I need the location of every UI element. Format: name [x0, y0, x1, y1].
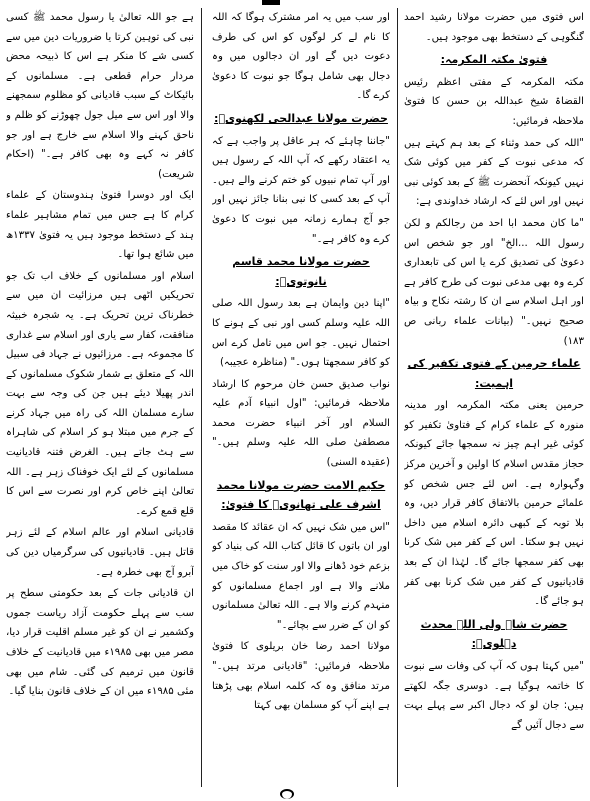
paragraph: اس فتوی میں حضرت مولانا رشید احمد گنگوہی کے دستخط بھی موجود ہیں۔	[404, 12, 584, 43]
column-middle	[212, 8, 390, 787]
column-right	[404, 8, 584, 787]
section-heading: علماء حرمین کے فتوی تکفیر کی اہمیت:	[407, 357, 581, 390]
paragraph: قادیانی اسلام اور عالم اسلام کے لئے زہر قاتل ہیں۔ قادیانیوں کی سرگرمیاں دین کی آبرو آج بھی خطرہ ہے۔	[6, 527, 194, 578]
paragraph: "ما کان محمد ابا احد من رجالکم و لکن رسول اللہ ...الخ" اور جو شخص اس دعویٰ کی تصدیق کرے یا اس کی تابعداری کرے وہ بھی مدعی نبوت کی طرح کافر ہے اور اہل اسلام سے ان کا رشتہ نکاح و بیاہ صحیح نہیں۔" (بیانات علماء ربانی ص ۱۸۳)	[404, 217, 584, 347]
paragraph: اور سب میں یہ امر مشترک ہوگا کہ اللہ کا نام لے کر لوگوں کو اس کی طرف دعوت دیں گے اور ان دجالوں میں وہ دجال بھی شامل ہوگا جو نبوت کا دعویٰ کرے گا۔	[212, 12, 390, 102]
paragraph: ایک اور دوسرا فتویٰ ہندوستان کے علماء کرام کا ہے جس میں تمام مشاہیر علماء ہند کے دستخط موجود ہیں یہ فتویٰ ۱۳۳۷ھ میں شائع ہوا تھا۔	[6, 190, 194, 261]
paragraph: مکتہ المکرمہ کے مفتی اعظم رئیس القضاۃ شیخ عبداللہ بن حسن کا فتویٰ ملاحظہ فرمائیں:	[404, 76, 584, 127]
paragraph: نواب صدیق حسن خان مرحوم کا ارشاد ملاحظہ فرمائیں: "اول انبیاء آدم علیہ السلام اور آخر انبیاء حضرت محمد مصطفیٰ صلی اللہ علیہ وسلم ہیں۔" (عقیدہ السنی)	[212, 378, 390, 469]
paragraph: "میں کہتا ہوں کہ آپ کی وفات سے نبوت کا خاتمہ ہوگیا ہے۔ دوسری جگہ لکھتے ہیں: جان لو کہ دجال اکبر سے پہلے بہت سے دجال آئیں گے	[404, 661, 584, 731]
paragraph: حرمین یعنی مکتہ المکرمہ اور مدینہ منورہ کے علماء کرام کے فتاویٰ تکفیر کو کوئی غیر اہم چیز نہ سمجھا جائے کیونکہ حجاز مقدس اسلام کا اولین و آخرین مرکز وگہوارہ ہے۔ اس لئے جس شخص کو علمائے حرمین بالاتفاق کافر قرار دیں، وہ بلا توبہ کے کبھی دائرہ اسلام میں داخل نہیں ہو سکتا۔ اس کے کفر میں شک کرنا بھی کفر سمجھا جائے گا۔ لہٰذا ان کے بعد قادیانیوں کے کفر میں شک کرنا بھی کفر ہو جائے گا۔	[404, 400, 584, 608]
paragraph: "جاننا چاہئے کہ ہر عاقل پر واجب ہے کہ یہ اعتقاد رکھے کہ آپ اللہ کے رسول ہیں اور آپ تمام نبیوں کو ختم کرنے والے ہیں۔ آپ کے بعد کسی کا نبی بنانا جائز نہیں اور جو آج ہمارے زمانہ میں نبوت کا دعویٰ کرے وہ کافر ہے۔"	[212, 135, 390, 245]
column-divider	[201, 8, 202, 787]
paragraph: "اپنا دین وایمان ہے بعد رسول اللہ صلی اللہ علیہ وسلم کسی اور نبی کے ہونے کا احتمال نہیں۔ جو اس میں تامل کرے اس کو کافر سمجھتا ہوں۔" (مناظرہ عجیبہ)	[212, 298, 390, 369]
paragraph: مولانا احمد رضا خان بریلوی کا فتویٰ ملاحظہ فرمائیں: "قادیانی مرتد ہیں۔" مرتد منافق وہ کہ کلمہ اسلام بھی پڑھتا ہے اپنے آپ کو مسلمان بھی کہتا	[212, 641, 390, 712]
column-left	[6, 8, 194, 787]
column-divider	[397, 8, 398, 787]
page-number-mark	[280, 789, 294, 799]
paragraph: اسلام اور مسلمانوں کے خلاف اب تک جو تحریکیں اٹھی ہیں مرزائیت ان میں سے خطرناک ترین تحریک ہے۔ یہ شجرہ خبیثہ منافقت، کفار سے یاری اور اسلام سے غداری کا مجموعہ ہے۔ مرزائیوں نے جہاد فی سبیل اللہ کے متعلق بے شمار شکوک مسلمانوں کے اندر پھیلا دیئے ہیں جن کی وجہ سے بہت سارے مسلمان اللہ کی راہ میں جہاد کرنے کے جرم میں مبتلا ہو کر اسلام کی شاہراہ سے ہٹ جاتے ہیں۔ الغرض فتنہ قادیانیت مسلمانوں کے لئے ایک خوفناک زہر ہے۔ اللہ تعالیٰ اپنے خاص کرم اور نصرت سے اس کا قلع قمع کرے۔	[6, 270, 194, 517]
section-heading: حکیم الامت حضرت مولانا محمد اشرف علی تھانویؒ کا فتویٰ:	[216, 478, 386, 512]
section-heading: حضرت مولانا محمد قاسم نانوتویؒ:	[232, 255, 370, 288]
header-mark	[262, 0, 280, 5]
section-heading: حضرت مولانا عبدالحی لکھنویؒ:	[214, 111, 388, 125]
paragraph: ان قادیانی جات کے بعد حکومتی سطح پر سب سے پہلے حکومت آزاد ریاست جموں وکشمیر نے ان کو غیر مسلم اقلیت قرار دیا، مصر میں بھی ۱۹۸۵ء میں قادیانیت کے خلاف قانون میں ترمیم کی گئی۔ شام میں بھی مئی ۱۹۸۵ء میں ان کے خلاف قانون بنایا گیا۔	[6, 588, 194, 698]
section-heading: حضرت شاہ ولی اللہ محدث دہلویؒ:	[420, 617, 568, 651]
paragraph: "اس میں شک نہیں کہ ان عقائد کا مقصد اور ان باتوں کا قائل کتاب اللہ کی بنیاد کو بزعم خود ڈھانے والا اور سنت کو خاک میں ملانے والا ہے اور اجماع مسلمانوں کو منہدم کرنے والا ہے۔ اللہ تعالیٰ مسلمانوں کو ان کے ضرر سے بچائے۔"	[212, 521, 390, 631]
paragraph: ہے جو اللہ تعالیٰ یا رسول محمد ﷺ کسی نبی کی توہین کرتا یا ضروریات دین میں سے کسی شے کا منکر ہے اس کا ذبیحہ محض مردار حرام قطعی ہے۔ مسلمانوں کے بائیکاٹ کے سبب قادیانی کو مظلوم سمجھنے والا اور اس سے میل جول چھوڑنے کو ظلم و ناحق کہنے والا اسلام سے خارج ہے اور جو کافر نہ کہے وہ بھی کافر ہے۔" (احکام شریعت)	[6, 12, 194, 180]
paragraph: "اللہ کی حمد وثناء کے بعد ہم کہتے ہیں کہ مدعی نبوت کے کفر میں کوئی شک نہیں کیونکہ آنحضرت ﷺ کے بعد کوئی نبی نہیں اور اس لئے کہ ارشاد خداوندی ہے:	[404, 137, 584, 208]
section-heading: فتویٰ مکتہ المکرمہ:	[440, 53, 548, 67]
